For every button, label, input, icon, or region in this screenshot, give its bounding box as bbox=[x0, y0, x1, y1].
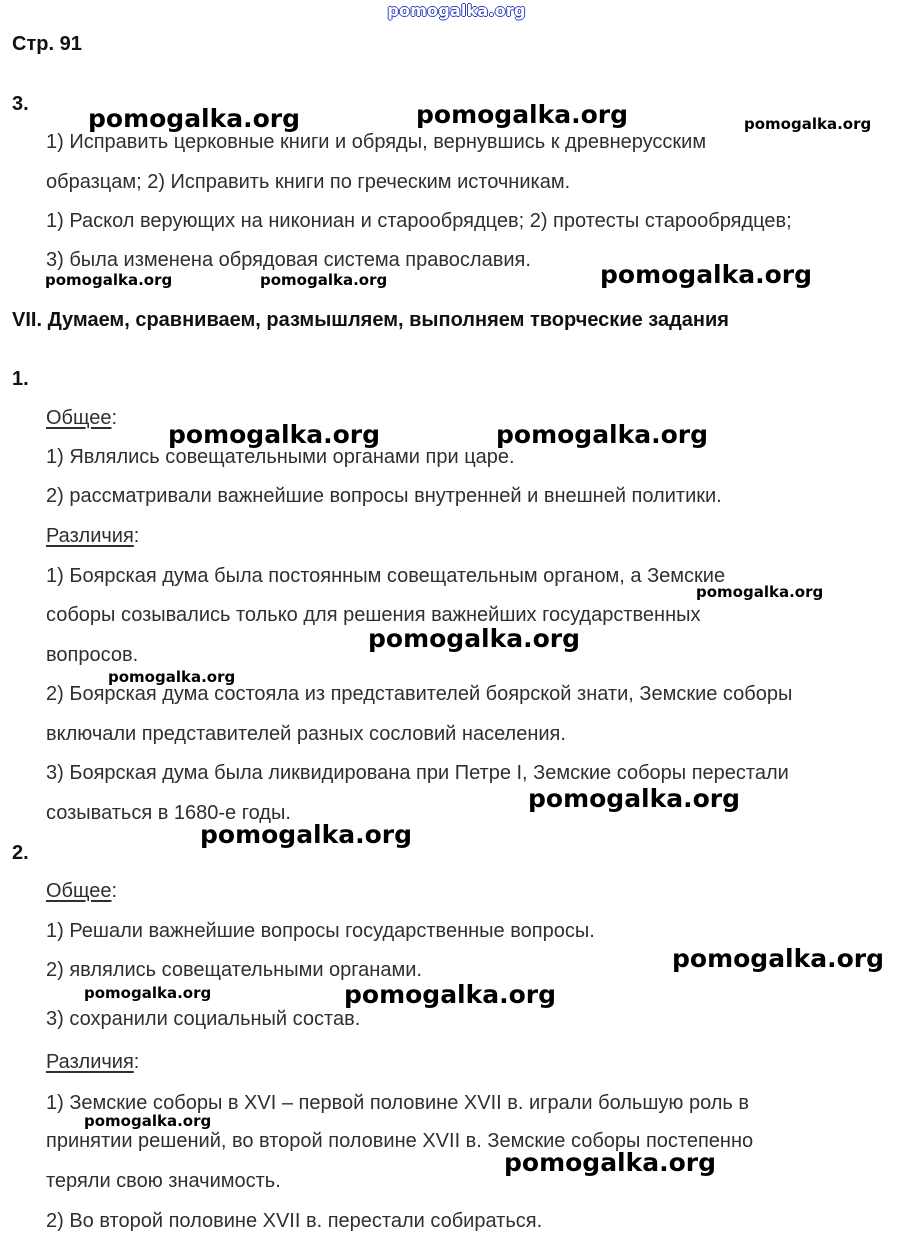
watermark: pomogalka.org bbox=[200, 820, 413, 849]
watermark: pomogalka.org bbox=[744, 115, 872, 133]
watermark: pomogalka.org bbox=[496, 420, 709, 449]
watermark: pomogalka.org bbox=[84, 984, 212, 1002]
task-1-diff-line-1: 1) Боярская дума была постоянным совещательным органом, а Земские bbox=[46, 565, 726, 587]
task-2-common-label: Общее: bbox=[46, 880, 118, 902]
task-1-diff-line-3: вопросов. bbox=[46, 644, 139, 666]
watermark: pomogalka.org bbox=[45, 271, 173, 289]
task-1-diff-line-2: соборы созывались только для решения важнейших государственных bbox=[46, 604, 701, 626]
task-3-number: 3. bbox=[12, 93, 29, 115]
task-1-diff-line-5: включали представителей разных сословий населения. bbox=[46, 723, 566, 745]
task-3-line-3: 1) Раскол верующих на никониан и старообрядцев; 2) протесты старообрядцев; bbox=[46, 210, 792, 232]
task-1-diff-label-text: Различия bbox=[46, 525, 134, 547]
task-3-line-1: 1) Исправить церковные книги и обряды, вернувшись к древнерусским bbox=[46, 131, 707, 153]
task-1-diff-label: Различия: bbox=[46, 525, 140, 547]
task-2-diff-line-2: принятии решений, во второй половине XVII в. Земские соборы постепенно bbox=[46, 1130, 754, 1152]
task-1-diff-line-7: созываться в 1680-е годы. bbox=[46, 802, 291, 824]
watermark: pomogalka.org bbox=[528, 784, 741, 813]
task-1-common-label-text: Общее bbox=[46, 407, 112, 429]
watermark: pomogalka.org bbox=[108, 668, 236, 686]
task-3-line-2: образцам; 2) Исправить книги по греческим источникам. bbox=[46, 171, 571, 193]
task-2-common-line-3: 3) сохранили социальный состав. bbox=[46, 1008, 361, 1030]
watermark: pomogalka.org bbox=[504, 1148, 717, 1177]
task-2-number: 2. bbox=[12, 842, 29, 864]
watermark: pomogalka.org bbox=[368, 624, 581, 653]
task-2-common-label-text: Общее bbox=[46, 880, 112, 902]
task-2-common-line-1: 1) Решали важнейшие вопросы государственные вопросы. bbox=[46, 920, 595, 942]
task-2-diff-line-3: теряли свою значимость. bbox=[46, 1170, 281, 1192]
page-title: Стр. 91 bbox=[12, 33, 82, 55]
watermark: pomogalka.org bbox=[696, 583, 824, 601]
watermark: pomogalka.org bbox=[88, 104, 301, 133]
watermark: pomogalka.org bbox=[260, 271, 388, 289]
watermark: pomogalka.org bbox=[416, 100, 629, 129]
task-1-common-label: Общее: bbox=[46, 407, 118, 429]
task-1-common-line-1: 1) Являлись совещательными органами при царе. bbox=[46, 446, 515, 468]
watermark: pomogalka.org bbox=[600, 260, 813, 289]
section-title: VII. Думаем, сравниваем, размышляем, выполняем творческие задания bbox=[12, 309, 729, 331]
watermark: pomogalka.org bbox=[344, 980, 557, 1009]
task-2-diff-line-1: 1) Земские соборы в XVI – первой половине XVII в. играли большую роль в bbox=[46, 1092, 750, 1114]
task-3-line-4: 3) была изменена обрядовая система православия. bbox=[46, 249, 531, 271]
task-1-number: 1. bbox=[12, 368, 29, 390]
task-2-diff-label: Различия: bbox=[46, 1051, 140, 1073]
task-2-diff-line-4: 2) Во второй половине XVII в. перестали собираться. bbox=[46, 1210, 543, 1232]
watermark: pomogalka.org bbox=[672, 944, 885, 973]
watermark: pomogalka.org bbox=[84, 1112, 212, 1130]
site-watermark-header: pomogalka.org bbox=[387, 1, 526, 20]
task-1-common-line-2: 2) рассматривали важнейшие вопросы внутренней и внешней политики. bbox=[46, 485, 722, 507]
task-1-diff-line-4: 2) Боярская дума состояла из представителей боярской знати, Земские соборы bbox=[46, 683, 793, 705]
task-2-diff-label-text: Различия bbox=[46, 1051, 134, 1073]
watermark: pomogalka.org bbox=[168, 420, 381, 449]
task-2-common-line-2: 2) являлись совещательными органами. bbox=[46, 959, 422, 981]
task-1-diff-line-6: 3) Боярская дума была ликвидирована при Петре I, Земские соборы перестали bbox=[46, 762, 789, 784]
